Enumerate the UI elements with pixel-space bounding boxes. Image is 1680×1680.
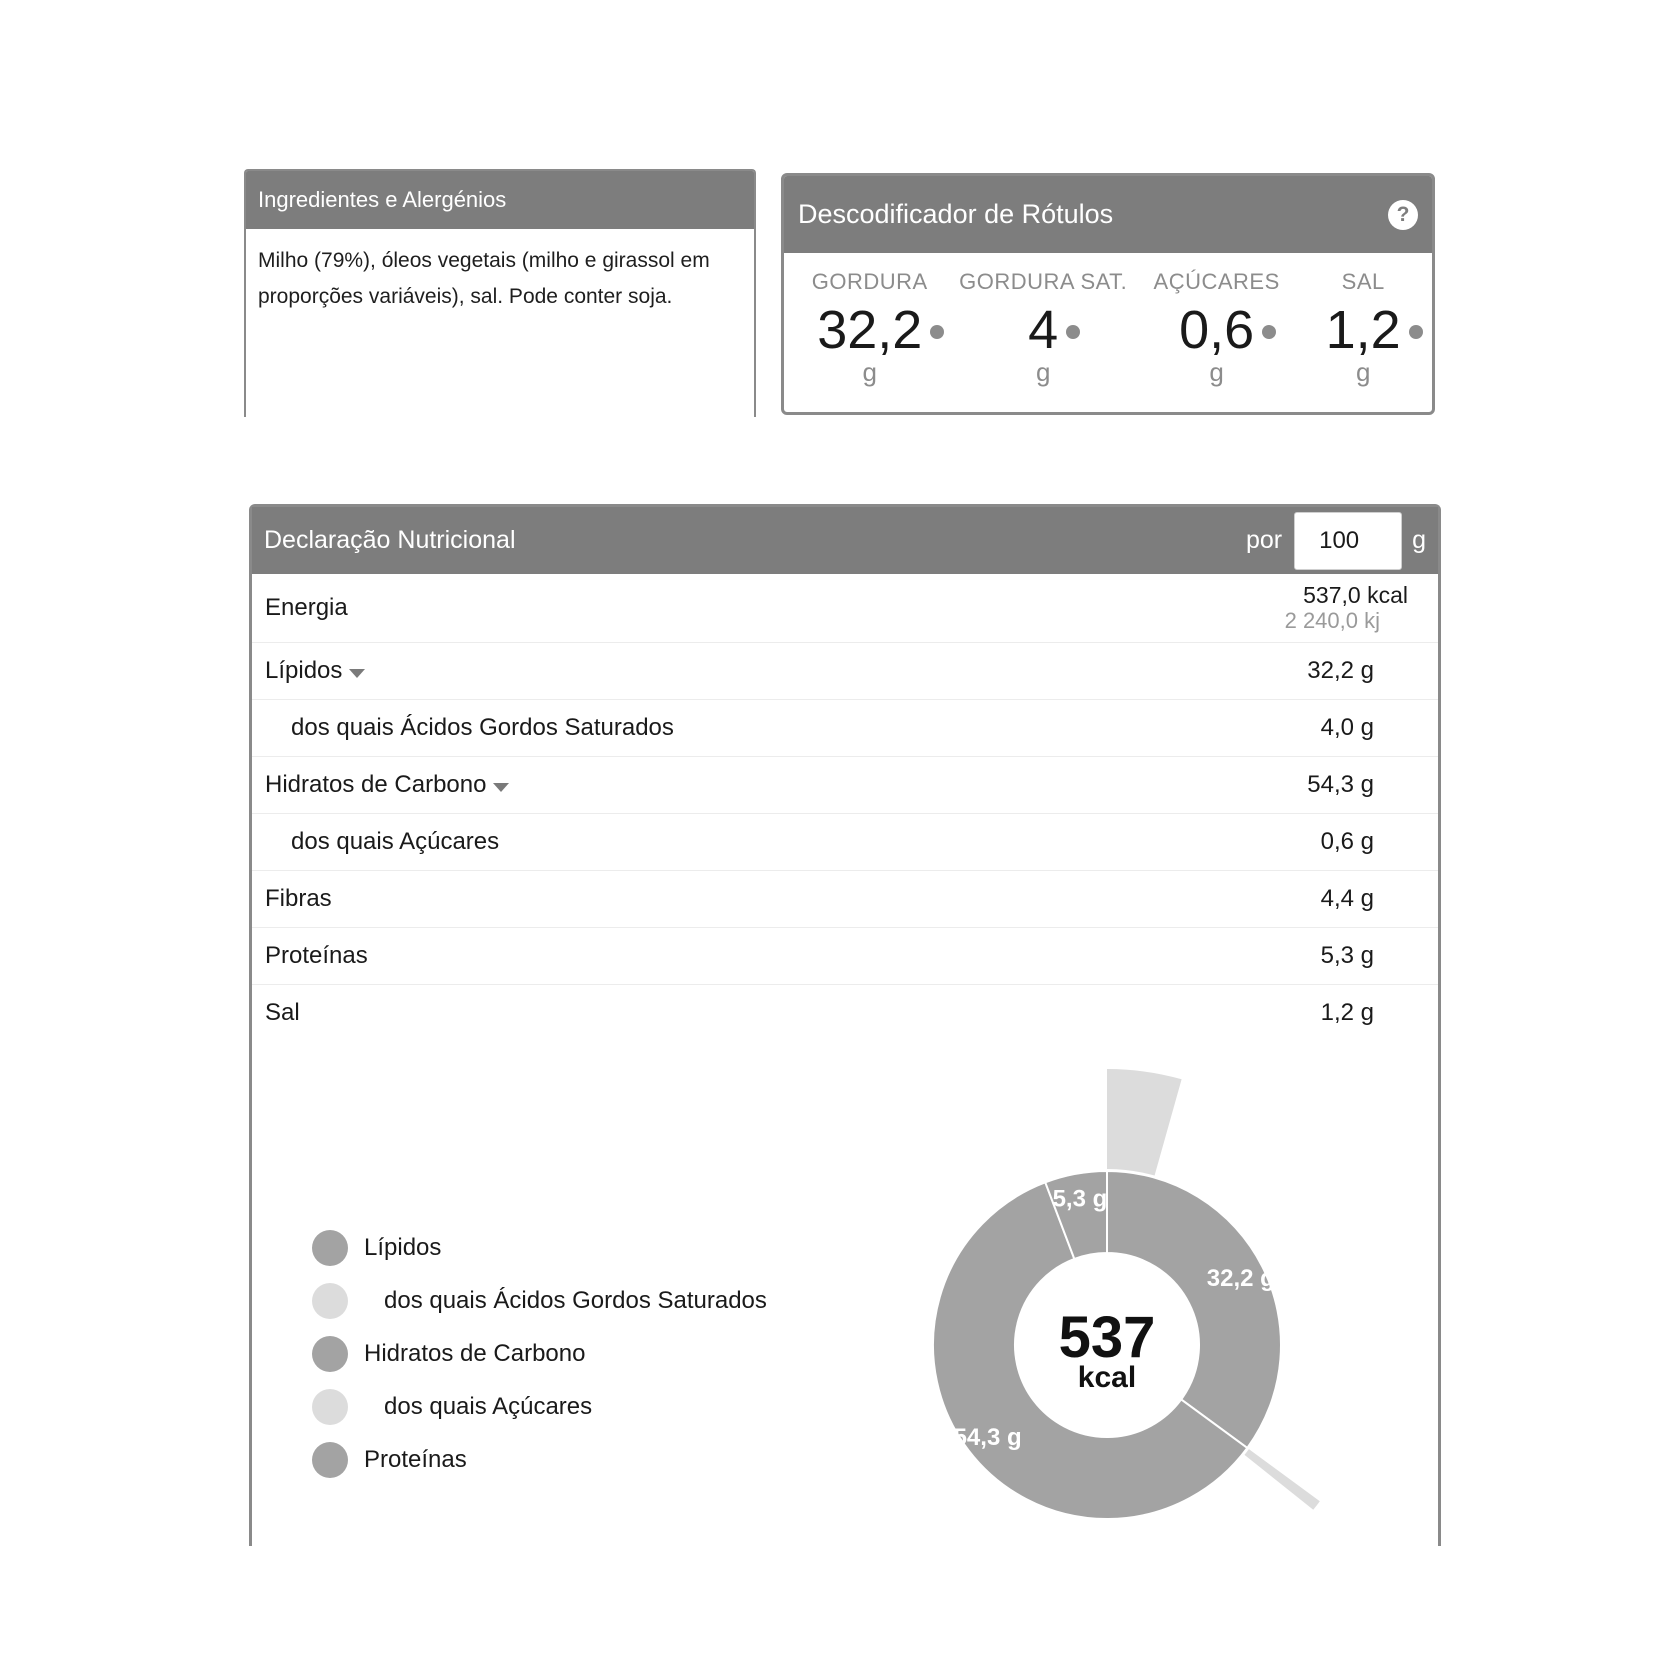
row-value: 1,2 g bbox=[1320, 999, 1374, 1026]
row-label: dos quais Ácidos Gordos Saturados bbox=[291, 714, 674, 741]
row-label: Lípidos bbox=[265, 657, 365, 685]
row-label: Fibras bbox=[265, 885, 332, 912]
row-label: Hidratos de Carbono bbox=[265, 771, 509, 799]
ingredients-title: Ingredientes e Alergénios bbox=[246, 171, 754, 229]
energy-kcal: 537,0 kcal bbox=[1303, 582, 1408, 608]
traffic-dot-icon bbox=[1066, 325, 1080, 339]
row-value: 0,6 g bbox=[1320, 828, 1374, 855]
decoder-value: 4 bbox=[1028, 299, 1058, 361]
traffic-dot-icon bbox=[1262, 325, 1276, 339]
donut-center-unit: kcal bbox=[1077, 1361, 1137, 1394]
decoder-unit: g bbox=[1035, 357, 1051, 387]
row-value: 4,0 g bbox=[1320, 714, 1374, 741]
legend-label: dos quais Açúcares bbox=[384, 1392, 593, 1420]
row-value: 32,2 g bbox=[1307, 657, 1374, 684]
donut-subslice bbox=[1107, 1069, 1182, 1176]
label-decoder-title: Descodificador de Rótulos bbox=[798, 199, 1114, 229]
decoder-unit: g bbox=[1355, 357, 1371, 387]
decoder-label: GORDURA SAT. bbox=[959, 269, 1128, 294]
donut-slice-label: 32,2 g bbox=[1206, 1265, 1275, 1293]
decoder-item-sugars bbox=[1135, 253, 1298, 388]
row-label: Energia bbox=[265, 594, 348, 621]
decoder-label: AÇÚCARES bbox=[1153, 269, 1280, 294]
energy-kj: 2 240,0 kj bbox=[1284, 608, 1380, 633]
decoder-label: SAL bbox=[1341, 269, 1385, 294]
row-label: Sal bbox=[265, 999, 300, 1026]
legend-label: Hidratos de Carbono bbox=[364, 1339, 586, 1367]
traffic-dot-icon bbox=[1409, 325, 1423, 339]
decoder-items bbox=[784, 253, 1432, 388]
decoder-label: GORDURA bbox=[811, 269, 928, 294]
ingredients-card bbox=[244, 169, 756, 417]
help-icon[interactable]: ? bbox=[1388, 200, 1418, 230]
ingredients-text: Milho (79%), óleos vegetais (milho e girassol em proporções variáveis), sal. Pode conter soja. bbox=[258, 249, 710, 308]
row-label: dos quais Açúcares bbox=[291, 828, 500, 855]
donut-subslice bbox=[1244, 1449, 1319, 1510]
legend-label: Lípidos bbox=[364, 1233, 442, 1261]
portion-unit: g bbox=[1412, 526, 1426, 554]
row-value: 4,4 g bbox=[1320, 885, 1374, 912]
decoder-item-salt bbox=[1298, 253, 1428, 388]
donut-slice-label: 5,3 g bbox=[1052, 1185, 1108, 1213]
row-value: 5,3 g bbox=[1320, 942, 1374, 969]
decoder-item-fat bbox=[788, 253, 951, 388]
decoder-value: 0,6 bbox=[1179, 299, 1254, 361]
traffic-dot-icon bbox=[930, 325, 944, 339]
decoder-unit: g bbox=[862, 357, 877, 387]
decoder-item-sat-fat bbox=[951, 253, 1134, 388]
label-decoder-card bbox=[781, 173, 1435, 415]
row-label: Proteínas bbox=[265, 942, 368, 969]
decoder-value: 1,2 bbox=[1326, 299, 1401, 361]
legend-label: Proteínas bbox=[364, 1445, 467, 1473]
nutrition-card bbox=[249, 504, 1441, 1546]
portion-label: por bbox=[1245, 526, 1283, 554]
nutrition-title: Declaração Nutricional bbox=[264, 526, 516, 554]
macro-donut-chart bbox=[252, 507, 1438, 1549]
decoder-unit: g bbox=[1209, 357, 1224, 387]
row-value: 54,3 g bbox=[1307, 771, 1374, 798]
legend-label: dos quais Ácidos Gordos Saturados bbox=[384, 1286, 767, 1314]
decoder-value: 32,2 bbox=[817, 299, 922, 361]
donut-center-value: 537 bbox=[1058, 1305, 1156, 1370]
donut-slice-label: 54,3 g bbox=[953, 1423, 1022, 1451]
label-decoder-header bbox=[784, 176, 1432, 253]
